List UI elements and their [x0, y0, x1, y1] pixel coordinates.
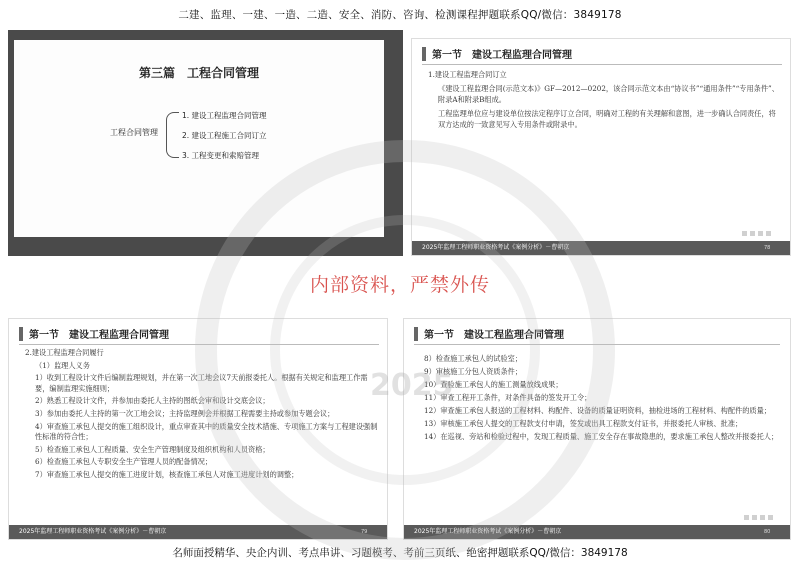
list-item: 1）收到工程设计文件后编制监理规划，并在第一次工地会议7天前报委托人。根据有关规定和监理工作需要，编制监理实施细则； [35, 373, 368, 393]
slide-3-header: 第一节 建设工程监理合同管理 [29, 330, 169, 341]
slide-nav-squares [742, 231, 771, 236]
header-accent-bar [19, 327, 23, 341]
slide-2-paragraph: 《建设工程监理合同(示范文本)》GF—2012—0202，该合同示范文本由“协议书”“通用条件”“专用条件”、附录A和附录B组成。 [438, 83, 779, 104]
header-rule [414, 344, 780, 345]
header-rule [19, 344, 379, 345]
slide-3-section: （1）监理人义务 [35, 360, 90, 370]
slide-4 [403, 318, 791, 540]
list-item: 11）审查工程开工条件，对条件具备的签发开工令； [424, 393, 592, 402]
list-item: 14）在巡视、旁站和检验过程中，发现工程质量、施工安全存在事故隐患的，要求施工承包人整改并报委托人； [424, 432, 779, 441]
slide-4-footer [404, 525, 790, 539]
slide-4-header: 第一节 建设工程监理合同管理 [424, 330, 564, 341]
list-item: 10）查验施工承包人的施工测量放线成果； [424, 380, 563, 389]
header-rule [422, 64, 782, 65]
page-number: 80 [764, 529, 771, 535]
header-accent-bar [422, 47, 426, 61]
list-item: 7）审查施工承包人提交的施工进度计划，核查施工承包人对施工进度计划的调整； [35, 469, 299, 479]
slide-2-body [428, 69, 780, 133]
slide-3 [8, 318, 388, 540]
slide-4-body [424, 353, 782, 444]
page-number: 78 [764, 245, 771, 251]
slide-2-header: 第一节 建设工程监理合同管理 [432, 50, 572, 61]
slide-2 [411, 38, 791, 256]
list-item: 9）审核施工分包人资质条件； [424, 367, 523, 376]
list-item: 12）审查施工承包人报送的工程材料、构配件、设备的质量证明资料，抽检进场的工程材料、构配件的质量； [424, 406, 771, 415]
list-item: 8）检查施工承包人的试验室； [424, 354, 523, 363]
slide-2-paragraph: 工程监理单位应与建设单位按法定程序订立合同，明确对工程的有关理解和意图，进一步确认合同责任，将双方达成的一致意见写入专用条件或附录中。 [438, 108, 776, 129]
mindmap-item: 2. 建设工程施工合同订立 [182, 131, 267, 140]
mindmap-items [182, 106, 267, 166]
slide-3-footer [9, 525, 387, 539]
slide-3-subheading: 2.建设工程监理合同履行 [25, 348, 104, 357]
slide-1-title: 第三篇 工程合同管理 [138, 66, 259, 80]
page-number: 79 [361, 529, 368, 535]
list-item: 13）审核施工承包人提交的工程款支付申请，签发或出具工程款支付证书，并报委托人审核、批准； [424, 419, 743, 428]
mindmap-item: 1. 建设工程监理合同管理 [182, 111, 267, 120]
list-item: 5）检查施工承包人工程质量、安全生产管理制度及组织机构和人员资格； [35, 444, 270, 454]
mindmap-root-label: 工程合同管理 [110, 128, 158, 137]
list-item: 3）参加由委托人主持的第一次工地会议；主持监理例会并根据工程需要主持或参加专题会议； [35, 408, 335, 418]
internal-notice: 内部资料，严禁外传 [309, 274, 490, 296]
list-item: 6）检查施工承包人专职安全生产管理人员的配备情况； [35, 457, 213, 467]
slide-2-subheading: 1.建设工程监理合同订立 [428, 70, 507, 79]
footer-text: 2025年监理工程师职业资格考试《案例分析》－曹朝京 [422, 244, 570, 251]
watermark-year: 2025 [370, 368, 454, 403]
header-accent-bar [414, 327, 418, 341]
slide-1 [14, 40, 384, 237]
mindmap-brace [166, 112, 179, 158]
top-contact-banner: 二建、监理、一建、一造、二造、安全、消防、咨询、检测课程押题联系QQ/微信：3849178 [178, 9, 622, 21]
bottom-contact-banner: 名师面授精华、央企内训、考点串讲、习题模考、考前三页纸、绝密押题联系QQ/微信：3849178 [172, 547, 628, 559]
list-item: 2）熟悉工程设计文件，并参加由委托人主持的图纸会审和设计交底会议； [35, 396, 270, 406]
slide-2-footer [412, 241, 790, 255]
footer-text: 2025年监理工程师职业资格考试《案例分析》－曹朝京 [414, 528, 562, 535]
footer-text: 2025年监理工程师职业资格考试《案例分析》－曹朝京 [19, 528, 167, 535]
slide-nav-squares [744, 515, 773, 520]
list-item: 4）审查施工承包人提交的施工组织设计，重点审查其中的质量安全技术措施、专项施工方案与工程建设强制性标准的符合性； [35, 421, 378, 442]
slide-3-body [25, 348, 380, 483]
mindmap-item: 3. 工程变更和索赔管理 [182, 151, 260, 160]
